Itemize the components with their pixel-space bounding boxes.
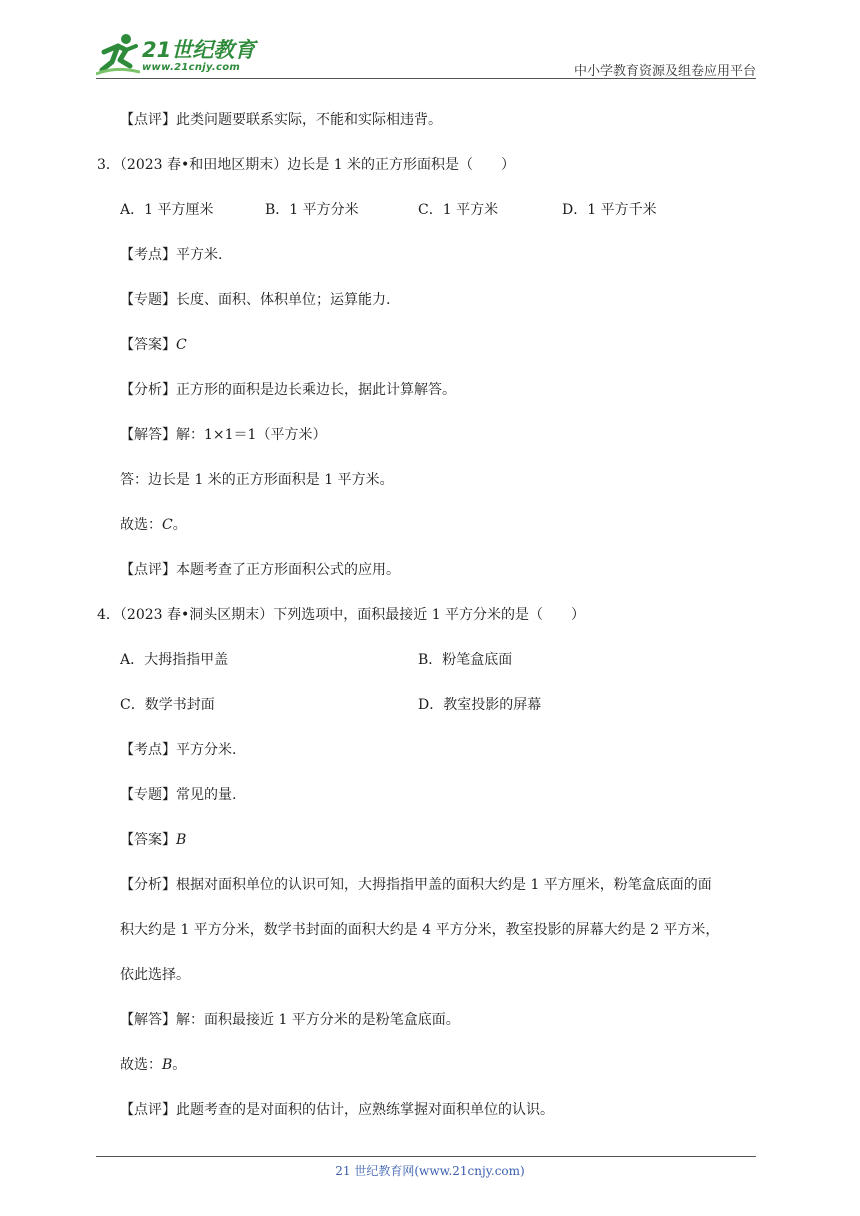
q4-fenxi-line-3: 依此选择。 (120, 967, 190, 983)
q4-kaodian: 【考点】平方分米. (120, 742, 237, 758)
q3-option-a: A．1 平方厘米 (120, 202, 214, 218)
q3-jieda: 【解答】解：1×1＝1（平方米） (120, 427, 327, 443)
q3-fenxi: 【分析】正方形的面积是边长乘边长，据此计算解答。 (120, 382, 456, 398)
guxuan-value: C (162, 517, 173, 533)
logo-url: www.21cnjy.com (142, 62, 241, 73)
q4-option-b: B．粉笔盒底面 (418, 652, 513, 668)
q4-fenxi-line-2: 积大约是 1 平方分米，数学书封面的面积大约是 4 平方分米，教室投影的屏幕大约是 2 平方米， (120, 922, 720, 938)
question-4-stem: 4．（2023 春•洞头区期末）下列选项中，面积最接近 1 平方分米的是（ ） (97, 607, 586, 623)
answer-value: C (176, 337, 187, 353)
q3-guxuan (120, 515, 187, 535)
answer-label: 【答案】 (120, 832, 176, 848)
answer-value: B (176, 832, 187, 848)
header-divider (96, 78, 756, 79)
logo-name: 21世纪教育 (142, 38, 256, 62)
q4-option-a: A．大拇指指甲盖 (120, 652, 229, 668)
question-3-stem: 3．（2023 春•和田地区期末）边长是 1 米的正方形面积是（ ） (97, 157, 516, 173)
q4-answer (120, 830, 186, 850)
q4-jieda: 【解答】解：面积最接近 1 平方分米的是粉笔盒底面。 (120, 1012, 460, 1028)
q4-option-c: C．数学书封面 (120, 697, 215, 713)
guxuan-value: B (162, 1057, 173, 1073)
q4-guxuan (120, 1055, 186, 1075)
q4-zhuanti: 【专题】常见的量. (120, 787, 237, 803)
q3-dianping: 【点评】本题考查了正方形面积公式的应用。 (120, 562, 400, 578)
runner-logo-icon (96, 32, 140, 76)
q4-fenxi-line-1: 【分析】根据对面积单位的认识可知，大拇指指甲盖的面积大约是 1 平方厘米，粉笔盒底面的面 (120, 877, 712, 893)
answer-label: 【答案】 (120, 337, 176, 353)
q3-option-b: B．1 平方分米 (265, 202, 359, 218)
q4-option-d: D．教室投影的屏幕 (418, 697, 542, 713)
logo (96, 30, 266, 78)
footer-divider (96, 1156, 756, 1157)
platform-title: 中小学教育资源及组卷应用平台 (573, 64, 756, 79)
q3-option-c: C．1 平方米 (418, 202, 499, 218)
guxuan-label: 故选： (120, 517, 162, 533)
q3-option-d: D．1 平方千米 (562, 202, 657, 218)
q3-kaodian: 【考点】平方米. (120, 247, 223, 263)
q3-answer (120, 335, 187, 355)
comment-text: 【点评】此类问题要联系实际，不能和实际相违背。 (120, 112, 442, 128)
q4-dianping: 【点评】此题考查的是对面积的估计，应熟练掌握对面积单位的认识。 (120, 1102, 554, 1118)
footer-text[interactable]: 21 世纪教育网(www.21cnjy.com) (335, 1164, 525, 1178)
q3-da: 答：边长是 1 米的正方形面积是 1 平方米。 (120, 472, 394, 488)
guxuan-end: 。 (172, 1057, 187, 1073)
page-header (96, 30, 756, 80)
guxuan-label: 故选： (120, 1057, 162, 1073)
guxuan-end: 。 (172, 517, 187, 533)
q3-zhuanti: 【专题】长度、面积、体积单位；运算能力. (120, 292, 391, 308)
